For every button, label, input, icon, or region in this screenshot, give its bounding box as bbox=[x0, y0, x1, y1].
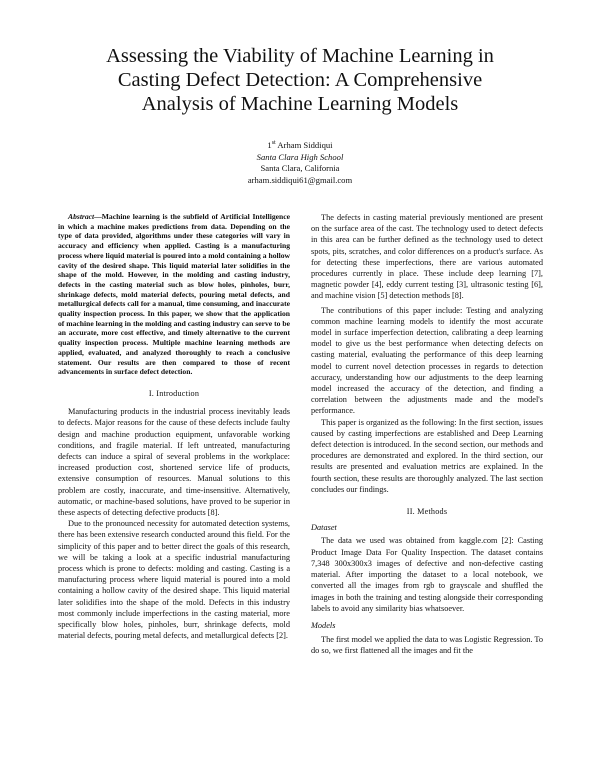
author-number: 1 bbox=[267, 140, 272, 150]
abstract-lead: Abstract bbox=[68, 212, 95, 221]
intro-paragraph-1: Manufacturing products in the industrial process inevitably leads to defects. Major reasons for the cause of these defects include faulty design and machine production equipment, unfavorable working conditions, and fragile material. If left untreated, manufacturing defects can induce a spiral of several problems in the workplace: increased production cost, shortened service life of products, extensive consumption of resources. Manual solutions to this problem are costly, inaccurate, and time-insensitive. Alternatively, automatic, or machine-based solutions, have proved to be superior in these aspects of detecting defective products [8]. bbox=[58, 407, 290, 517]
dataset-paragraph: The data we used was obtained from kaggle.com [2]: Casting Product Image Data For Quality Inspection. The dataset contains 7,348 300x300x3 images of defective and non-defective casting material. After importing the dataset to a local notebook, we converted all the images from rgb to grayscale and shuffled the images in both the training and testing alongside their corresponding labels to avoid any similarity bias whatsoever. bbox=[311, 536, 543, 613]
right-column bbox=[311, 212, 543, 657]
right-paragraph-1: The defects in casting material previously mentioned are present on the surface area of the cast. The technology used to detect defects in this area can be further defined as the technology used to detect spots, pits, scratches, and color differences on a product's surface. As for detecting these imperfections, there are various automated procedures currently in place. These include deep learning [7], magnetic powder [4], eddy current testing [3], ultrasonic testing [6], and machine vision [5] detection methods [8]. bbox=[311, 213, 543, 301]
contributions-paragraph: The contributions of this paper include: Testing and analyzing common machine learning models to identify the most accurate model in surface imperfection detection, calibrating a deep learning model to give us the best performance when detecting defects on casting material, evaluating the performance of this deep learning model to current novel detection processes in regards to detection accuracy, understanding how our adjustments to the deep learning model increased the accuracy of the detection, and finding a correlation between the adjustments made and the model's performance. bbox=[311, 305, 543, 416]
section-heading-introduction: I. Introduction bbox=[148, 388, 200, 398]
section-heading-methods: II. Methods bbox=[406, 507, 448, 517]
organization-paragraph: This paper is organized as the following: In the first section, issues caused by casting imperfections are established and Deep Learning defect detection is introduced. In the second section, our methods and procedures are demonstrated and explored. In the third section, our results are presented and evaluation metrics are explained. In the fourth section, these results are thoroughly analyzed. The last section concludes our findings. bbox=[311, 417, 543, 494]
subheading-dataset: Dataset bbox=[311, 523, 337, 533]
author-block bbox=[150, 140, 450, 186]
subheading-models: Models bbox=[311, 620, 336, 630]
left-column bbox=[58, 212, 290, 641]
title-line-3: Analysis of Machine Learning Models bbox=[141, 93, 459, 115]
title-line-2: Casting Defect Detection: A Comprehensive bbox=[117, 69, 483, 91]
paper-title bbox=[40, 44, 560, 116]
author-location: Santa Clara, California bbox=[260, 163, 340, 174]
intro-paragraph-2: Due to the pronounced necessity for automated detection systems, there has been extensive research conducted around this field. For the simplicity of this paper and to better direct the goals of this research, we will be taking a look at a specific industrial manufacturing process which is prone to defects: molding and casting. Casting is a manufacturing process where liquid material is poured into a mold containing a hollow cavity of the desired shape. This liquid material later solidifies into the shape of the mold. Defects in this industry most commonly include imperfections in the casting material, more specifically blow holes, pinholes, burr, shrinkage defects, mold material defects, pouring metal defects, and metallurgical defects [2]. bbox=[58, 519, 290, 641]
author-name bbox=[150, 140, 450, 152]
abstract bbox=[58, 212, 290, 377]
author-affiliation: Santa Clara High School bbox=[256, 151, 344, 162]
author-ordinal: st bbox=[271, 140, 276, 147]
models-paragraph: The first model we applied the data to was Logistic Regression. To do so, we first flattened all the images and fit the bbox=[311, 635, 543, 656]
author-email: arham.siddiqui61@gmail.com bbox=[247, 174, 353, 185]
abstract-text: —Machine learning is the subfield of Artificial Intelligence in which a machine makes predictions from data. Depending on the type of data provided, algorithms under these categories will vary in accuracy and efficiency when applied. Casting is a manufacturing process where liquid material is poured into a mold containing a hollow cavity of the desired shape. This liquid material later solidifies in the shape of the mold. However, in the molding and casting industry, defects in the casting material such as blow holes, pinholes, burr, shrinkage defects, mold material defects, pouring metal defects, and metallurgical defects call for a manual, time consuming, and inaccurate quality inspection process. In this paper, we show that the application of machine learning in the molding and casting industry can serve to be an accurate, more cost effective, and timely alternative to the current quality inspection process. Multiple machine learning methods are applied, evaluated, and analyzed thoroughly to reach a conclusive statement. Our results are then compared to those of recent advancements in surface defect detection. bbox=[58, 212, 290, 377]
title-line-1: Assessing the Viability of Machine Learning in bbox=[106, 45, 494, 67]
author-fullname: Arham Siddiqui bbox=[275, 140, 333, 150]
